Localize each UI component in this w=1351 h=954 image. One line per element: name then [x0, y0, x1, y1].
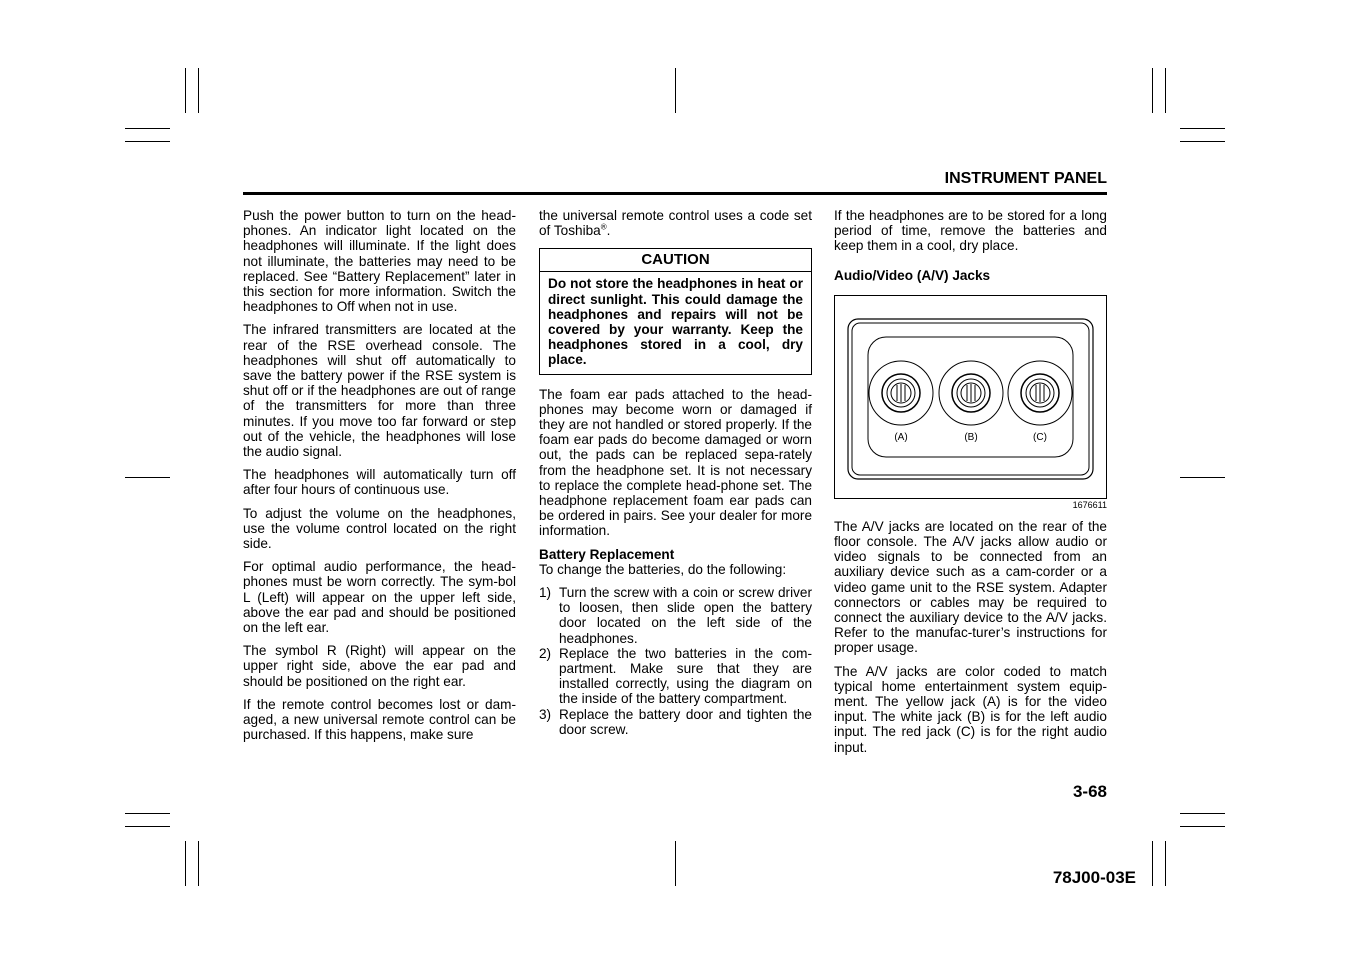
caution-title: CAUTION [540, 249, 811, 272]
registered-mark: ® [600, 222, 607, 232]
list-item [539, 646, 812, 707]
paragraph: The foam ear pads attached to the head-phones may become worn or damaged if they are not handled or stored properly. If the foam ear pads do become damaged or worn out, the pads can be replaced sepa-rately from the headphone set. It is not necessary to replace the complete head-phone set. The headphone replacement foam ear pads can be ordered in pairs. See your dealer for more information. [539, 386, 812, 539]
column-3 [834, 208, 1107, 763]
av-jacks-illustration [835, 296, 1106, 498]
page-number: 3-68 [1072, 782, 1107, 801]
paragraph: The symbol R (Right) will appear on the upper right side, above the ear pad and should be positioned on the right ear. [243, 643, 516, 689]
paragraph: If the remote control becomes lost or dam-aged, a new universal remote control can be purchased. If this happens, make sure [243, 696, 516, 743]
jack-label-a: (A) [894, 431, 908, 443]
paragraph: The A/V jacks are located on the rear of the floor console. The A/V jacks allow audio or video signals to be connected from an auxiliary device such as a cam-corder or a video game unit to the RSE system. Adapter connectors or cables may be required to connect the auxiliary device to the A/V jacks. Refer to the manufac-turer’s instructions for proper usage. [834, 518, 1107, 656]
battery-intro: To change the batteries, do the following: [539, 561, 787, 577]
jack-label-b: (B) [964, 431, 978, 443]
doc-code: 78J00-03E [1052, 868, 1136, 887]
paragraph: The headphones will automatically turn off after four hours of continuous use. [243, 467, 516, 498]
step-number: 3) [539, 706, 552, 722]
av-jacks-figure [834, 295, 1107, 499]
jack-a-icon [869, 361, 933, 425]
paragraph: Push the power button to turn on the head-phones. An indicator light located on the headphones will illuminate. If the light does not illuminate, the batteries may need to be replaced. See “Battery Replacement” later in this section for more information. Switch the headphones to Off when not in use. [243, 208, 516, 315]
paragraph: For optimal audio performance, the head-phones must be worn correctly. The sym-bol L (Left) will appear on the upper left side, above the ear pad and should be positioned on the left ear. [243, 559, 516, 636]
step-text: Turn the screw with a coin or screw driver to loosen, then slide open the battery door located on the left side of the headphones. [559, 585, 812, 646]
header-rule [243, 192, 1107, 195]
steps-list [539, 585, 812, 737]
list-item [539, 707, 812, 737]
paragraph [539, 208, 812, 238]
jack-label-c: (C) [1033, 431, 1047, 443]
figure-id: 1676611 [1072, 499, 1107, 510]
step-number: 2) [539, 645, 552, 661]
column-1 [243, 208, 516, 751]
section-title: INSTRUMENT PANEL [944, 170, 1107, 187]
step-text: Replace the battery door and tighten the door screw. [559, 706, 812, 737]
battery-heading: Battery Replacement [539, 546, 675, 562]
paragraph: The A/V jacks are color coded to match typical home entertainment system equip-ment. The yellow jack (A) is for the video input. The white jack (B) is for the left audio input. The red jack (C) is for the right audio input. [834, 663, 1107, 755]
intro-end: . [606, 223, 611, 239]
paragraph: To adjust the volume on the headphones, use the volume control located on the right side. [243, 505, 516, 552]
list-item [539, 585, 812, 646]
caution-body: Do not store the headphones in heat or direct sunlight. This could damage the headphones and repairs will not be covered by your warranty. Keep the headphones stored in a cool, dry place. [548, 276, 803, 368]
intro-text: the universal remote control uses a code set of Toshiba [539, 208, 812, 239]
paragraph: If the headphones are to be stored for a long period of time, remove the batteries and keep them in a cool, dry place. [834, 208, 1107, 254]
column-2 [539, 208, 812, 737]
jack-c-icon [1008, 361, 1072, 425]
step-text: Replace the two batteries in the com-partment. Make sure that they are installed correctly, using the diagram on the inside of the battery compartment. [559, 645, 812, 707]
caution-box [539, 248, 812, 374]
step-number: 1) [539, 585, 552, 601]
av-heading: Audio/Video (A/V) Jacks [834, 267, 991, 283]
jack-b-icon [939, 361, 1003, 425]
paragraph: The infrared transmitters are located at the rear of the RSE overhead console. The headphones will shut off automatically to save the battery power if the RSE system is shut off or if the headphones are out of range of the transmitters for more than three minutes. If you move too far forward or step out of the vehicle, the headphones will lose the audio signal. [243, 322, 516, 460]
